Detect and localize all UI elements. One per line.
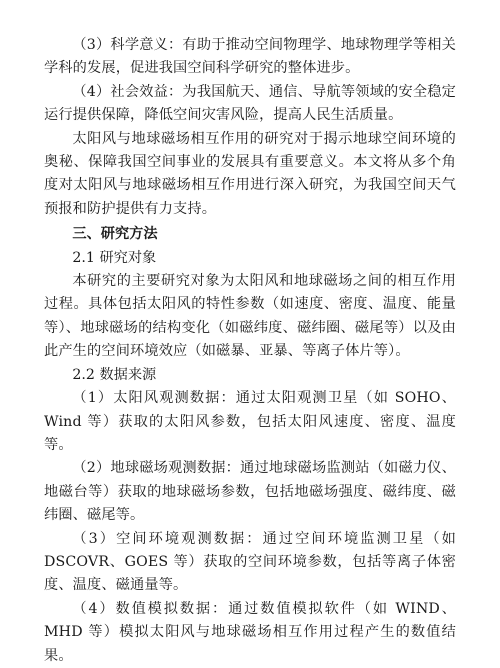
subsection-heading-research-object: 2.1 研究对象 — [72, 249, 157, 266]
paragraph-numerical-simulation-data: （4）数值模拟数据：通过数值模拟软件（如 WIND、MHD 等）模拟太阳风与地球磁场相互作用过程产生的数值结果。 — [44, 600, 456, 664]
paragraph-geomagnetic-data: （2）地球磁场观测数据：通过地球磁场监测站（如磁力仪、地磁台等）获取的地球磁场参数，包括地磁场强度、磁纬度、磁纬圈、磁尾等。 — [44, 460, 456, 524]
paragraph-summary: 太阳风与地球磁场相互作用的研究对于揭示地球空间环境的奥秘、保障我国空间事业的发展具有重要意义。本文将从多个角度对太阳风与地球磁场相互作用进行深入研究，为我国空间天气预报和防护提供有力支持。 — [44, 130, 456, 217]
paragraph-social-benefit: （4）社会效益：为我国航天、通信、导航等领域的安全稳定运行提供保障，降低空间灾害风险，提高人民生活质量。 — [44, 83, 456, 124]
subsection-heading-data-source: 2.2 数据来源 — [72, 366, 157, 383]
paragraph-scientific-significance: （3）科学意义：有助于推动空间物理学、地球物理学等相关学科的发展，促进我国空间科学研究的整体进步。 — [44, 37, 456, 77]
paragraph-solar-wind-data: （1）太阳风观测数据：通过太阳观测卫星（如 SOHO、Wind 等）获取的太阳风参数，包括太阳风速度、密度、温度等。 — [44, 390, 456, 453]
paragraph-research-object: 本研究的主要研究对象为太阳风和地球磁场之间的相互作用过程。具体包括太阳风的特性参数（如速度、密度、温度、能量等）、地球磁场的结构变化（如磁纬度、磁纬圈、磁尾等）以及由此产生的空间环境效应（如磁暴、亚暴、等离子体片等）。 — [44, 273, 456, 360]
section-heading-methods: 三、研究方法 — [72, 226, 158, 243]
paragraph-space-environment-data: （3）空间环境观测数据：通过空间环境监测卫星（如 DSCOVR、GOES 等）获取的空间环境参数，包括等离子体密度、温度、磁通量等。 — [44, 530, 456, 594]
